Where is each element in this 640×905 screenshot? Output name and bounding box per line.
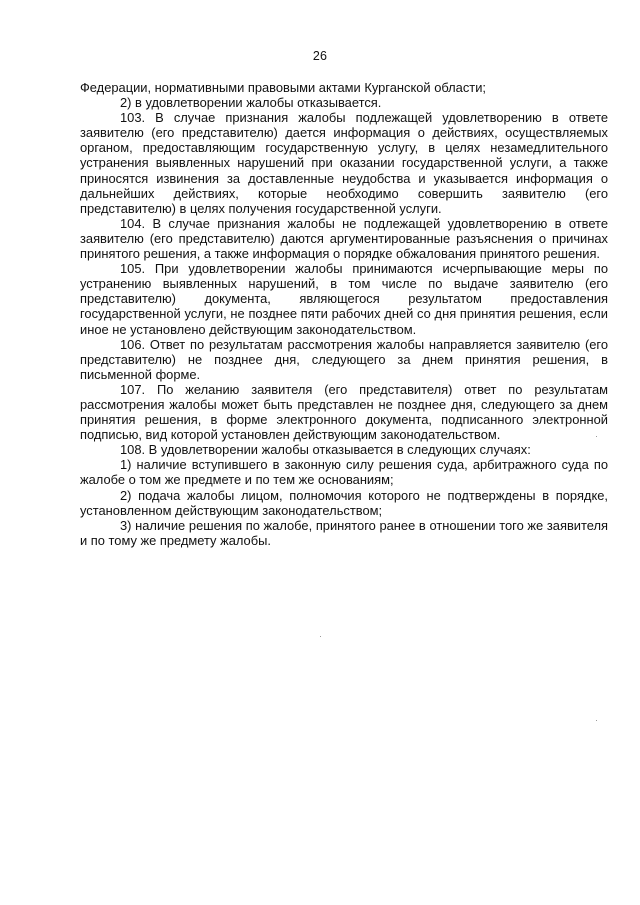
scan-speck xyxy=(596,436,597,437)
paragraph-108-item-3: 3) наличие решения по жалобе, принятого ранее в отношении того же заявителя и по тому же предмету жалобы. xyxy=(80,517,608,548)
paragraph-continuation: Федерации, нормативными правовыми актами Курганской области; xyxy=(80,80,486,95)
paragraph-108-item-1: 1) наличие вступившего в законную силу решения суда, арбитражного суда по жалобе о том же предмете и по тем же основаниям; xyxy=(80,457,608,488)
paragraph-106: 106. Ответ по результатам рассмотрения жалобы направляется заявителю (его представителю) не позднее дня, следующего за днем принятия решения, в письменной форме. xyxy=(80,336,608,382)
paragraph-107: 107. По желанию заявителя (его представителя) ответ по результатам рассмотрения жалобы может быть представлен не позднее дня, следующего за днем принятия решения, в форме электронного документа, подписанного электронной подписью, вид которой установлен действующим законодательством. xyxy=(80,381,608,443)
paragraph-refusal-item: 2) в удовлетворении жалобы отказывается. xyxy=(120,95,382,111)
paragraph-105: 105. При удовлетворении жалобы принимаются исчерпывающие меры по устранению выявленных нарушений, в том числе по выдаче заявителю (его представителю) документа, являющегося результатом предоставления государственной услуги, не позднее пяти рабочих дней со дня принятия решения, если иное не установлено действующим законодательством. xyxy=(80,261,608,337)
page-number: 26 xyxy=(312,49,328,63)
scan-speck xyxy=(596,720,597,721)
paragraph-103: 103. В случае признания жалобы подлежащей удовлетворению в ответе заявителю (его представителю) дается информация о действиях, осуществляемых органом, предоставляющим государственную услугу, в целях незамедлительного устранения выявленных нарушений при оказании государственной услуги, а также приносятся извинения за доставленные неудобства и указывается информация о дальнейших действиях, которые необходимо совершить заявителю (его представителю) в целях получения государственной услуги. xyxy=(80,110,608,216)
paragraph-104: 104. В случае признания жалобы не подлежащей удовлетворению в ответе заявителю (его представителю) даются аргументированные разъяснения о причинах принятого решения, а также информация о порядке обжалования принятого решения. xyxy=(80,215,608,262)
scan-speck xyxy=(320,636,321,637)
paragraph-108-item-2: 2) подача жалобы лицом, полномочия которого не подтверждены в порядке, установленном действующим законодательством; xyxy=(80,487,608,518)
paragraph-108: 108. В удовлетворении жалобы отказывается в следующих случаях: xyxy=(120,442,531,458)
document-body xyxy=(80,80,608,548)
